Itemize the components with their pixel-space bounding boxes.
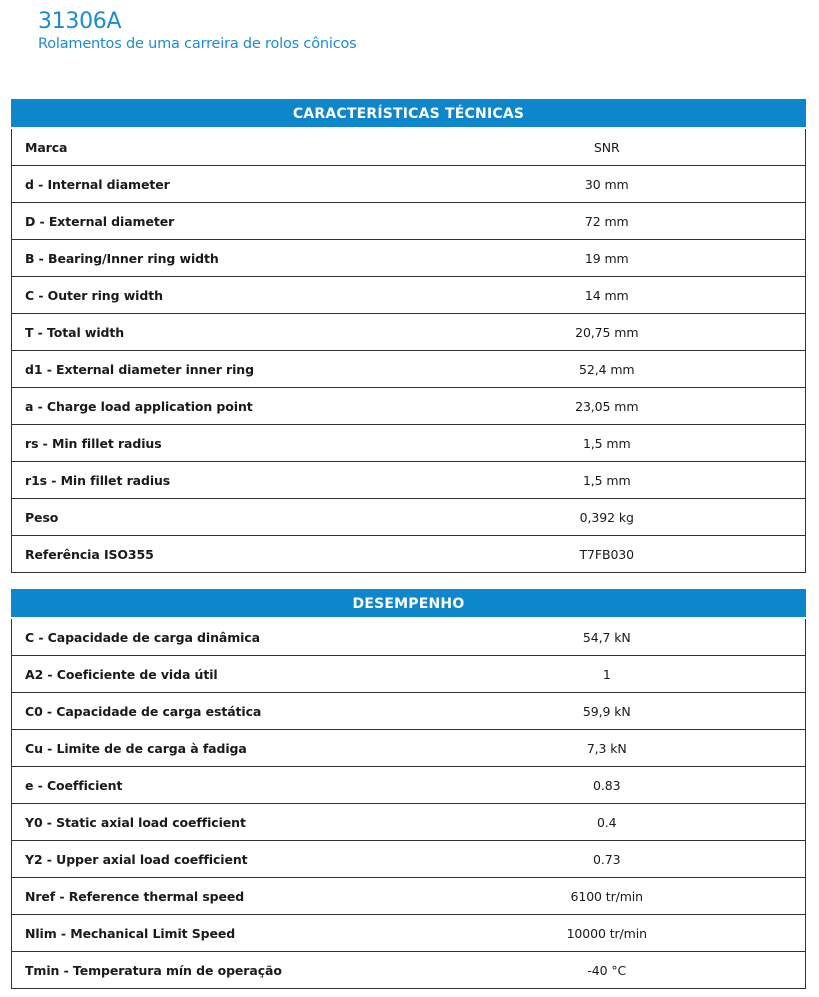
spec-value: 59,9 kN (409, 693, 806, 730)
table-row (12, 203, 806, 240)
spec-label: A2 - Coeficiente de vida útil (12, 656, 409, 693)
spec-value: 72 mm (409, 203, 806, 240)
spec-value: SNR (409, 128, 806, 166)
spec-label: D - External diameter (12, 203, 409, 240)
table-row (12, 915, 806, 952)
table-row (12, 804, 806, 841)
performance-table (11, 589, 806, 989)
product-code-title: 31306A (38, 9, 122, 34)
table-row (12, 952, 806, 989)
table-row (12, 351, 806, 388)
performance-heading: DESEMPENHO (12, 590, 806, 619)
spec-label: Marca (12, 128, 409, 166)
spec-value: 1,5 mm (409, 462, 806, 499)
table-row (12, 878, 806, 915)
spec-value: 0.83 (409, 767, 806, 804)
spec-label: Peso (12, 499, 409, 536)
spec-label: Cu - Limite de de carga à fadiga (12, 730, 409, 767)
performance-table-body (12, 618, 806, 989)
table-header-row (12, 100, 806, 129)
table-row (12, 462, 806, 499)
table-row (12, 128, 806, 166)
table-row (12, 841, 806, 878)
spec-value: 10000 tr/min (409, 915, 806, 952)
product-type-subtitle: Rolamentos de uma carreira de rolos cônicos (38, 36, 357, 52)
table-row (12, 425, 806, 462)
spec-label: d - Internal diameter (12, 166, 409, 203)
product-header (38, 8, 357, 52)
technical-characteristics-table (11, 99, 806, 573)
table-row (12, 240, 806, 277)
table-row (12, 656, 806, 693)
spec-label: Y2 - Upper axial load coefficient (12, 841, 409, 878)
spec-label: r1s - Min fillet radius (12, 462, 409, 499)
spec-label: C - Capacidade de carga dinâmica (12, 618, 409, 656)
spec-label: rs - Min fillet radius (12, 425, 409, 462)
spec-label: Nlim - Mechanical Limit Speed (12, 915, 409, 952)
spec-value: 54,7 kN (409, 618, 806, 656)
spec-value: -40 °C (409, 952, 806, 989)
spec-value: 0.73 (409, 841, 806, 878)
spec-label: C - Outer ring width (12, 277, 409, 314)
technical-characteristics-heading: CARACTERÍSTICAS TÉCNICAS (12, 100, 806, 129)
spec-value: 1,5 mm (409, 425, 806, 462)
spec-value: 14 mm (409, 277, 806, 314)
spec-value: 19 mm (409, 240, 806, 277)
spec-value: 6100 tr/min (409, 878, 806, 915)
spec-label: B - Bearing/Inner ring width (12, 240, 409, 277)
table-row (12, 166, 806, 203)
table-row (12, 277, 806, 314)
spec-label: d1 - External diameter inner ring (12, 351, 409, 388)
spec-value: 7,3 kN (409, 730, 806, 767)
spec-value: 20,75 mm (409, 314, 806, 351)
technical-table-body (12, 128, 806, 573)
spec-label: a - Charge load application point (12, 388, 409, 425)
spec-value: 23,05 mm (409, 388, 806, 425)
table-row (12, 618, 806, 656)
table-row (12, 388, 806, 425)
table-row (12, 536, 806, 573)
spec-value: T7FB030 (409, 536, 806, 573)
spec-value: 30 mm (409, 166, 806, 203)
table-row (12, 314, 806, 351)
spec-label: Y0 - Static axial load coefficient (12, 804, 409, 841)
table-row (12, 767, 806, 804)
table-header-row (12, 590, 806, 619)
spec-label: Referência ISO355 (12, 536, 409, 573)
table-row (12, 693, 806, 730)
spec-label: Tmin - Temperatura mín de operação (12, 952, 409, 989)
spec-value: 52,4 mm (409, 351, 806, 388)
table-row (12, 730, 806, 767)
spec-label: Nref - Reference thermal speed (12, 878, 409, 915)
table-row (12, 499, 806, 536)
spec-label: C0 - Capacidade de carga estática (12, 693, 409, 730)
spec-value: 0.4 (409, 804, 806, 841)
spec-label: T - Total width (12, 314, 409, 351)
spec-value: 1 (409, 656, 806, 693)
spec-label: e - Coefficient (12, 767, 409, 804)
spec-value: 0,392 kg (409, 499, 806, 536)
